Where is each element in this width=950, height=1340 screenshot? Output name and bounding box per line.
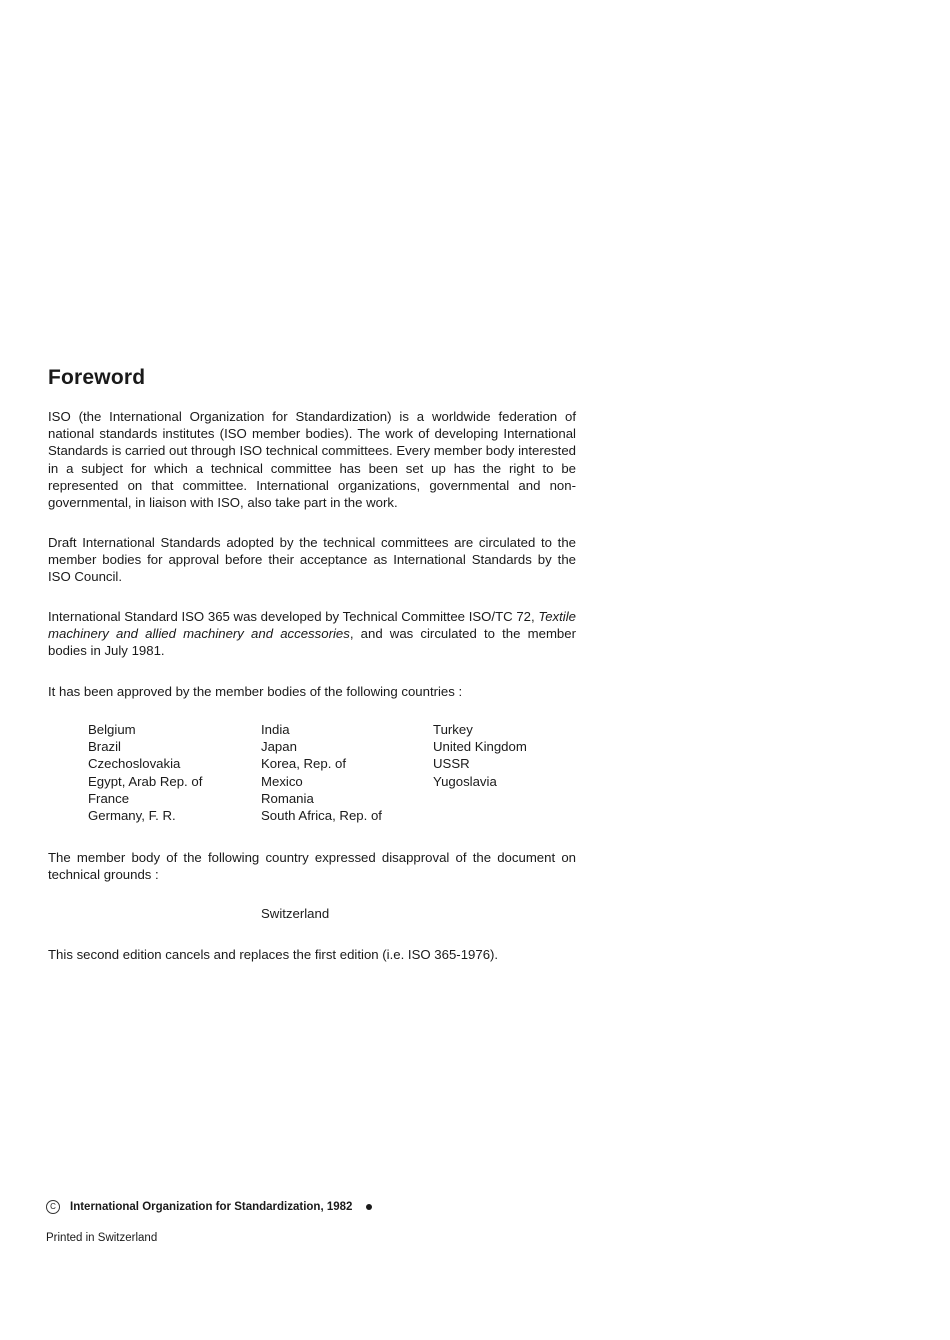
country-item: Egypt, Arab Rep. of — [88, 773, 203, 789]
country-item: India — [261, 722, 290, 737]
copyright-line — [46, 1200, 372, 1215]
development-text-end: , and was circulated to the member bodies in July 1981. — [48, 626, 576, 659]
paragraph-approval: It has been approved by the member bodies of the following countries : — [48, 684, 463, 699]
development-text-start: International Standard ISO 365 was developed by Technical Committee ISO/TC 72, — [48, 609, 535, 624]
bullet-icon — [366, 1204, 372, 1210]
paragraph-iso-intro: ISO (the International Organization for Standardization) is a worldwide federation of national standards institutes (ISO member bodies). The work of developing International Standards is carried out through ISO technical committees. Every member body interested in a subject for which a technical committee has been set up has the right to be represented on that committee. International organizations, governmental and non-governmental, in liaison with ISO, also take part in the work. — [48, 409, 576, 511]
country-item: Romania — [261, 790, 314, 806]
country-item: Mexico — [261, 773, 303, 789]
countries-column-3 — [433, 721, 603, 790]
country-item: Korea, Rep. of — [261, 756, 347, 772]
country-item: Yugoslavia — [433, 773, 497, 789]
country-item: Turkey — [433, 722, 473, 737]
paragraph-disapproval: The member body of the following country expressed disapproval of the document on technical grounds : — [48, 850, 576, 883]
copyright-text: International Organization for Standardization, 1982 — [70, 1201, 353, 1214]
copyright-icon: C — [46, 1200, 60, 1214]
committee-title: Textile machinery and allied machinery and accessories — [48, 609, 576, 642]
country-item: Czechoslovakia — [88, 756, 181, 772]
printed-in-note: Printed in Switzerland — [46, 1232, 158, 1244]
countries-column-1 — [88, 721, 258, 824]
country-item: Japan — [261, 739, 297, 755]
paragraph-development — [48, 608, 576, 660]
country-item: Germany, F. R. — [88, 808, 176, 824]
country-item: France — [88, 790, 130, 806]
country-item: Belgium — [88, 722, 136, 737]
countries-column-2 — [261, 721, 431, 824]
page-title: Foreword — [48, 366, 146, 389]
country-item: Brazil — [88, 739, 121, 755]
paragraph-draft-standards: Draft International Standards adopted by the technical committees are circulated to the member bodies for approval before their acceptance as International Standards by the ISO Council. — [48, 535, 576, 585]
country-item: United Kingdom — [433, 739, 527, 755]
paragraph-edition-note: This second edition cancels and replaces the first edition (i.e. ISO 365-1976). — [48, 947, 499, 962]
country-item: USSR — [433, 756, 470, 772]
disapproving-country: Switzerland — [261, 906, 330, 921]
country-item: South Africa, Rep. of — [261, 808, 382, 824]
